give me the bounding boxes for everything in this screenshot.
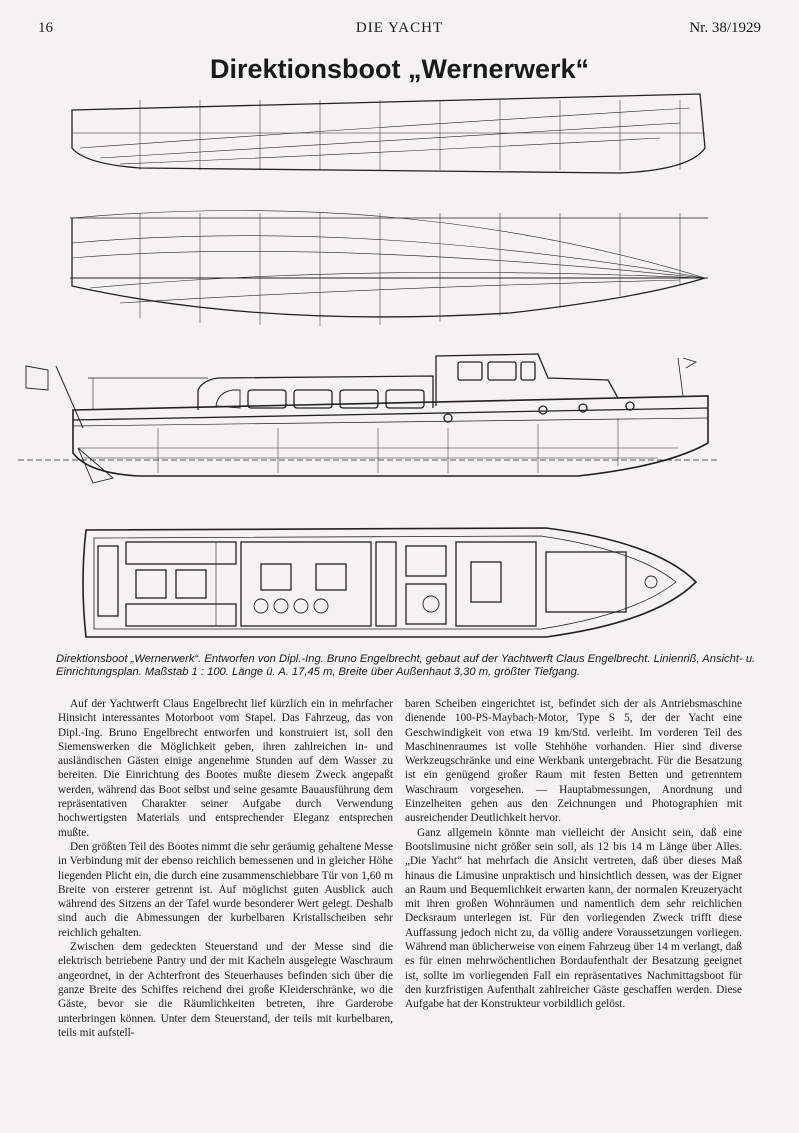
paragraph: baren Scheiben eingerichtet ist, befindet sich der als Antriebsmaschine dienende 100-PS-Maybach-Motor, Type S 5, der der Yacht eine Geschwindigkeit von etwa 19 km/Std. verleiht. Im vorderen Teil des Maschinenraumes ist volle Stehhöhe vorhanden. Hier sind diverse Werkzeugschränke und eine Werkbank untergebracht. Für die Besatzung ist ein genügend großer Raum mit festen Betten und getrenntem Waschraum vorgesehen. — Hauptabmessungen, Anordnung und Einzelheiten gehen aus den Zeichnungen und Photographien mit ausreichender Deutlichkeit hervor.	[405, 698, 742, 825]
paragraph: Den größten Teil des Bootes nimmt die sehr geräumig gehaltene Messe in Verbindung mit der ebenso reichlich bemessenen und in gleicher Höhe liegenden Plicht ein, die durch eine zusammenschiebbare Tür von 1,60 m Breite von ersterer getrennt ist. Auf möglichst guten Ausblick auch während des Sitzens an der Tafel wurde besonderer Wert gelegt. Deshalb sind auch die Abmessungen der kurbelbaren Kristallscheiben sehr reichlich gehalten.	[58, 840, 393, 939]
page-header	[38, 20, 761, 42]
paragraph: Auf der Yachtwerft Claus Engelbrecht lief kürzlich ein in mehrfacher Hinsicht interessantes Motorboot vom Stapel. Das Fahrzeug, das von Dipl.-Ing. Bruno Engelbrecht entworfen und konstruiert ist, soll den Siemenswerken die Möglichkeit geben, ihren zahlreichen in- und ausländischen Gästen einige angenehme Stunden auf dem Wasser zu bereiten. Die Einrichtung des Bootes mußte diesem Zweck angepaßt werden, während das Boot selbst und seine gesamte Bauausführung dem repräsentativen Charakter seiner Aufgabe durch Verwendung hochwertigsten Materials und entsprechender Eleganz entsprechen mußte.	[58, 698, 393, 839]
lines-plan-drawing	[60, 88, 720, 333]
paragraph: Zwischen dem gedeckten Steuerstand und der Messe sind die elektrisch betriebene Pantry und der mit Kacheln ausgelegte Waschraum angeordnet, in der Achterfront des Steuerhauses befinden sich über die ganze Breite des Schiffes reichend drei große Kleiderschränke, wo die Gäste, bevor sie die Räumlichkeiten betreten, ihre Garderobe unterbringen können. Unter dem Steuerstand, der teils mit kurbelbaren, teils mit aufstell-	[58, 941, 393, 1039]
article-column-left	[58, 697, 393, 1040]
article-column-right	[405, 697, 742, 1012]
article-title: Direktionsboot „Wernerwerk“	[209, 54, 590, 84]
side-elevation-drawing	[18, 348, 718, 493]
issue-number: Nr. 38/1929	[689, 20, 761, 36]
magazine-name: DIE YACHT	[355, 20, 444, 36]
paragraph: Ganz allgemein könnte man vielleicht der Ansicht sein, daß eine Bootslimusine nicht größer sein soll, als 12 bis 14 m Länge über Alles. „Die Yacht“ hat mehrfach die Ansicht vertreten, daß über dieses Maß hinaus die Limusine unpraktisch und hinsichtlich dessen, was der Eigner an Raum und Bequemlichkeit erwarten kann, der normalen Kreuzeryacht mit ihren großen Wohnräumen und namentlich dem sehr reichlichen Decksraum unterlegen ist. Für den vorliegenden Zweck trifft diese Auffassung jedoch nicht zu, da völlig andere Voraussetzungen vorliegen. Während man üblicherweise von einem Fahrzeug über 14 m verlangt, daß es für einen mehrwöchentlichen Bordaufenthalt der Besatzung geeignet ist, sollte im vorliegenden Fall ein repräsentatives Nachmittagsboot für den kurzfristigen Aufenthalt zahlreicher Gäste geschaffen werden. Diese Aufgabe hat der Konstrukteur vorbildlich gelöst.	[405, 826, 742, 1011]
deck-plan-drawing	[76, 522, 706, 647]
figure-caption: Direktionsboot „Wernerwerk“. Entworfen von Dipl.-Ing. Bruno Engelbrecht, gebaut auf der Yachtwerft Claus Engelbrecht. Linienriß, Ansicht- u. Einrichtungsplan. Maßstab 1 : 100. Länge ü. A. 17,45 m, Breite über Außenhaut 3,30 m, größter Tiefgang.	[56, 653, 756, 678]
page-number: 16	[38, 20, 53, 36]
